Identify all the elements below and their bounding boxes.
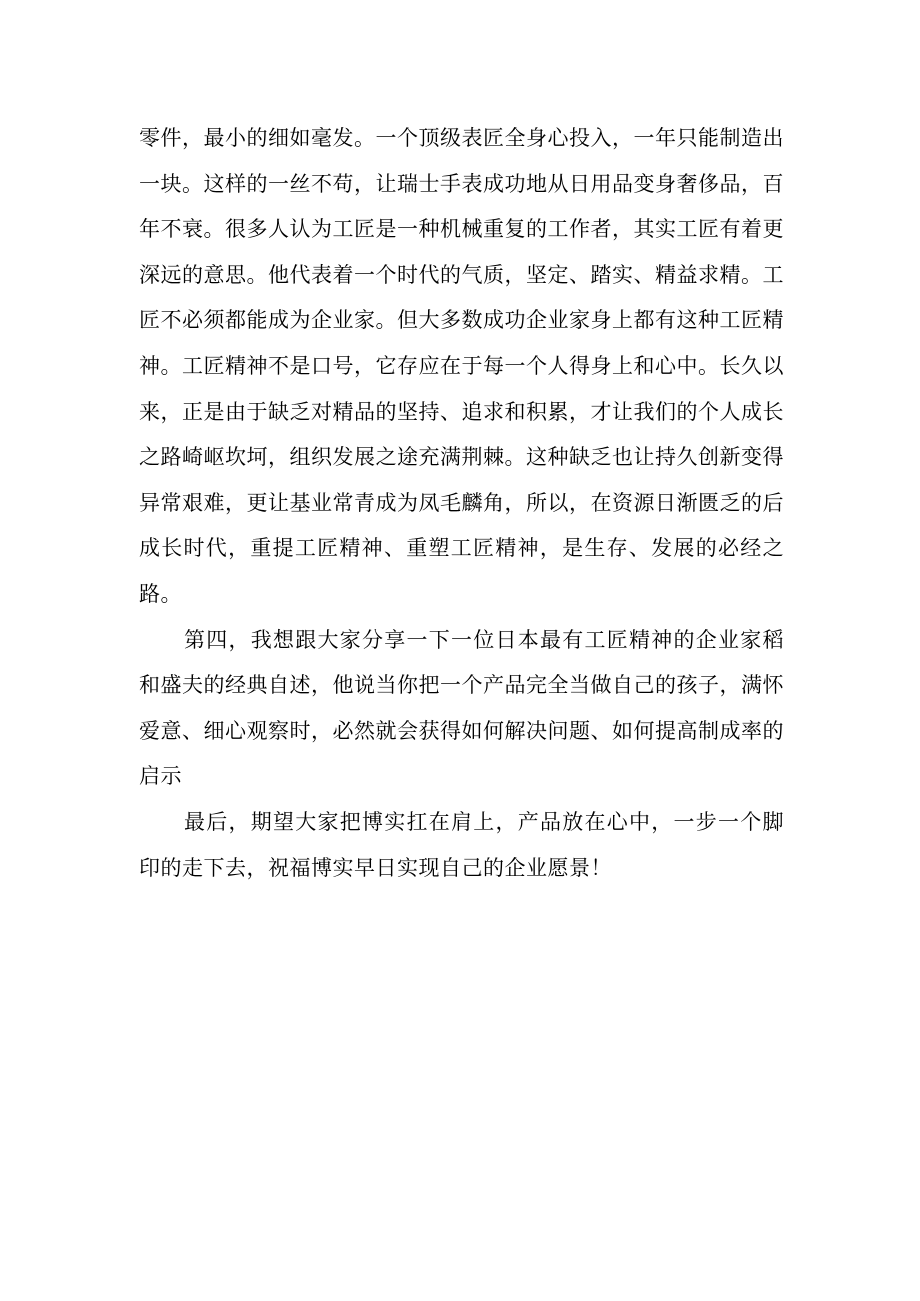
document-body xyxy=(139,116,784,891)
paragraph-fourth-point: 第四，我想跟大家分享一下一位日本最有工匠精神的企业家稻和盛夫的经典自述，他说当你把一个产品完全当做自己的孩子，满怀爱意、细心观察时，必然就会获得如何解决问题、如何提高制成率的启示 xyxy=(139,627,784,789)
paragraph-closing-wish: 最后，期望大家把博实扛在肩上，产品放在心中，一步一个脚印的走下去，祝福博实早日实现自己的企业愿景！ xyxy=(139,809,784,880)
paragraph-craftsman-spirit: 零件，最小的细如毫发。一个顶级表匠全身心投入，一年只能制造出一块。这样的一丝不苟，让瑞士手表成功地从日用品变身奢侈品，百年不衰。很多人认为工匠是一种机械重复的工作者，其实工匠有着更深远的意思。他代表着一个时代的气质，坚定、踏实、精益求精。工匠不必须都能成为企业家。但大多数成功企业家身上都有这种工匠精神。工匠精神不是口号，它存应在于每一个人得身上和心中。长久以来，正是由于缺乏对精品的坚持、追求和积累，才让我们的个人成长之路崎岖坎坷，组织发展之途充满荆棘。这种缺乏也让持久创新变得异常艰难，更让基业常青成为凤毛麟角，所以，在资源日渐匮乏的后成长时代，重提工匠精神、重塑工匠精神，是生存、发展的必经之路。 xyxy=(139,126,784,606)
